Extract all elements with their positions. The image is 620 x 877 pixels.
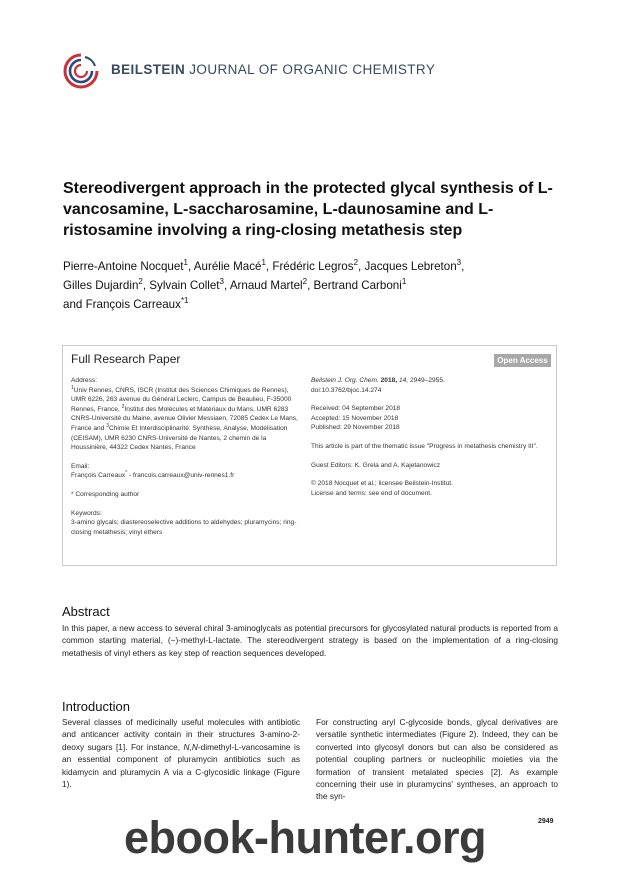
author-list: Pierre-Antoine Nocquet$^1$, Aurélie Macé$^1$, Frédéric Legros$^2$, Jacques Lebreton$^3$, Gilles Dujardin$^2$, Sylvain Collet$^3$, Arnaud Martel$^2$, Bertrand Carboni$^1$ and François Carreaux$^{*1}$ [63,258,465,311]
author-affiliation: 2 [353,258,359,268]
introduction-right-column: For constructing aryl C-glycoside bonds, glycal derivatives are versatile synthetic intermediates (Figure 2). Indeed, they can be converted into glycosyl donors but can also be considered as potential coupling partners or nucleophilic moieties via the formation of transient metalated species [2]. As example concerning their use in pluramycins' syntheses, an approach to the syn- [316,717,558,802]
author-affiliation: 2 [138,277,143,287]
citation-pages: 2949–2955. [410,377,445,384]
author-affiliation: 1 [261,258,266,268]
author-name: Jacques Lebreton [364,260,457,273]
journal-name-rest: JOURNAL OF ORGANIC CHEMISTRY [189,62,436,77]
author-name: Arnaud Martel [229,279,303,292]
author-affiliation: 1 [401,277,407,287]
dates-block [311,404,546,433]
address-text [71,386,301,453]
address-block [71,376,301,453]
license-block [311,479,546,498]
intro-left-part2: -dimethyl-L-vancosamine is an essential component of pluramycin antibiotics such as kidamycin and pluramycin A via a C-glycosidic linkage (Figure 1). [62,741,300,790]
author-affiliation: *1 [180,296,189,306]
accepted-date: Accepted: 15 November 2018 [311,414,399,422]
email-block [71,462,301,481]
email-star: * [125,470,128,477]
email-link[interactable]: - francois.carreaux@univ-rennes1.fr [127,472,235,480]
page-number: 2949 [538,818,554,825]
journal-logo-icon [63,53,99,89]
abstract-heading: Abstract [62,604,110,619]
open-access-badge: Open Access [494,354,551,367]
aff-sup-2: 2 [121,403,125,410]
address-3: Chimie Et Interdisciplinarité: Synthèse, Analyse, Modélisation (CEISAM), UMR 6230 CNRS-Université de Nantes, 2 chemin de la Houssinière, 44322 Cedex Nantes, France [71,424,288,452]
received-date: Received: 04 September 2018 [311,405,401,413]
doi-link[interactable]: doi:10.3762/bjoc.14.274 [311,386,382,394]
author-name: Aurélie Macé [193,260,262,273]
watermark: ebook-hunter.org [124,812,486,863]
citation-year: 2018, [380,377,398,384]
address-label: Address: [71,377,98,384]
info-left-column [71,376,301,546]
guest-editors: Guest Editors: K. Grela and A. Kajetanowicz [311,461,441,469]
thematic-note: This article is part of the thematic issue "Progress in metathesis chemistry III". [311,442,538,450]
journal-name-bold: BEILSTEIN [111,62,186,77]
citation-journal: Beilstein J. Org. Chem. [311,377,379,384]
article-type: Full Research Paper [71,352,181,366]
author-name: Pierre-Antoine Nocquet [63,260,184,273]
info-right-column [311,376,546,507]
author-affiliation: 2 [302,277,308,287]
citation-volume: 14, [399,377,409,384]
address-2: Institut des Molécules et Matériaux du Mans, UMR 6283 CNRS-Université du Maine, avenue Olivier Messiaen, 72085 Cedex Le Mans, France and [71,405,298,432]
paper-title: Stereodivergent approach in the protected glycal synthesis of L-vancosamine, L-saccharosamine, L-daunosamine and L-ristosamine involving a ring-closing metathesis step [63,180,553,239]
keywords-text: 3-amino glycals; diastereoselective additions to aldehydes; pluramycins; ring-closing metathesis; vinyl ethers [71,519,297,536]
author-name: Gilles Dujardin [63,279,139,292]
aff-sup-1: 1 [71,384,74,391]
journal-name [111,62,435,77]
author-name: Bertrand Carboni [313,279,402,292]
keywords-label: Keywords: [71,509,102,517]
copyright: © 2018 Nocquet et al.; licensee Beilstein-Institut. [311,480,453,488]
aff-sup-3: 3 [106,422,109,429]
author-name: Sylvain Collet [149,279,220,292]
license-terms: License and terms: see end of document. [311,489,432,497]
keywords-block [71,509,301,538]
published-date: Published: 29 November 2018 [311,424,400,432]
email-label: Email: [71,462,90,470]
abstract-text: In this paper, a new access to several chiral 3-aminoglycals as potential precursors for glycosylated natural products is reported from a common starting material, (−)-methyl-L-lactate. The stereodivergent strategy is based on the implementation of a ring-closing metathesis of vinyl ethers as key step of reaction sequences developed. [62,623,558,658]
introduction-left-column [62,716,300,790]
author-affiliation: 3 [219,277,224,287]
corresponding-note: * Corresponding author [71,490,140,498]
introduction-heading: Introduction [62,699,130,714]
citation-block [311,376,546,395]
intro-left-italic: N,N [183,741,198,752]
intro-left-part1: Several classes of medicinally useful molecules with antibiotic and anticancer activity contain in their structures 3-amino-2-deoxy sugars [1]. For instance, [62,717,300,752]
author-name: and François Carreaux [63,298,181,311]
address-1: Univ Rennes, CNRS, ISCR (Institut des Sciences Chimiques de Rennes), UMR 6226, 263 avenue du Général Leclerc, Campus de Beaulieu, F-35000 Rennes, France, [71,386,292,413]
author-affiliation: 3 [456,258,462,268]
author-affiliation: 1 [183,258,188,268]
author-name: Frédéric Legros [272,260,354,273]
email-author: François Carreaux [71,472,126,480]
